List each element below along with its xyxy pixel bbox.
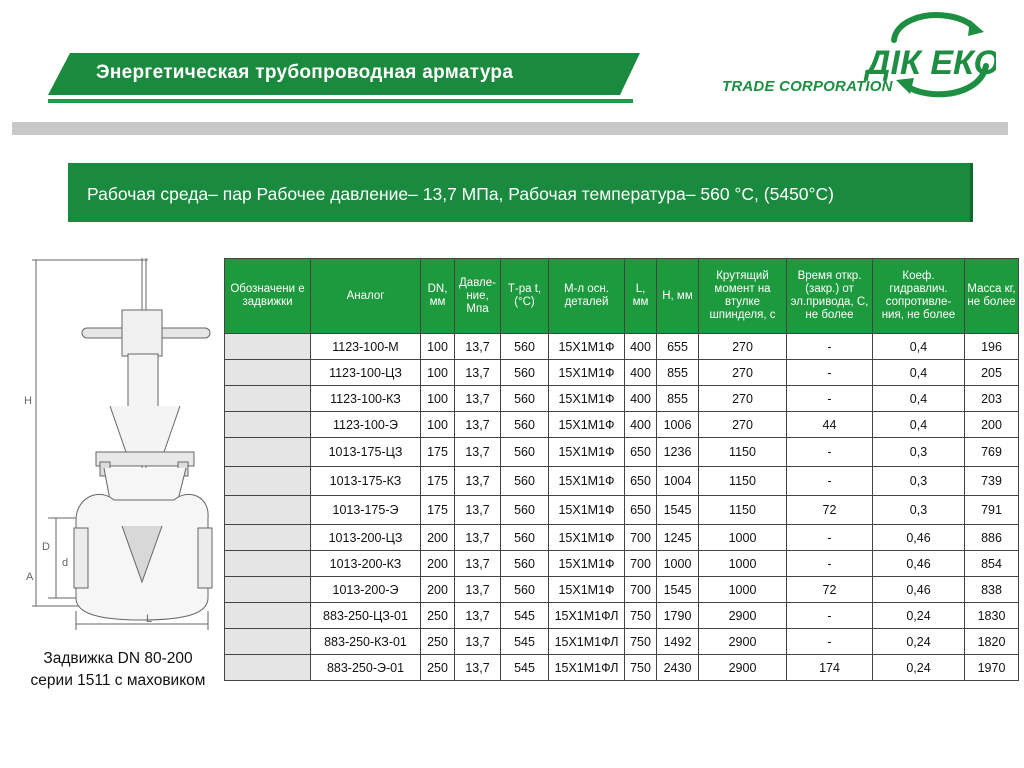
table-cell: 560 — [501, 467, 549, 496]
table-cell: 1236 — [657, 438, 699, 467]
table-cell: 1000 — [699, 577, 787, 603]
table-cell: 1245 — [657, 525, 699, 551]
table-cell: 72 — [787, 577, 873, 603]
table-cell: 13,7 — [455, 412, 501, 438]
table-cell: 886 — [965, 525, 1019, 551]
table-cell: 1790 — [657, 603, 699, 629]
table-row — [225, 386, 1019, 412]
table-cell — [225, 386, 311, 412]
table-cell: 560 — [501, 360, 549, 386]
table-cell: 15Х1М1Ф — [549, 496, 625, 525]
table-cell: 0,46 — [873, 577, 965, 603]
table-cell: 560 — [501, 551, 549, 577]
table-cell: 2900 — [699, 603, 787, 629]
table-cell: 650 — [625, 438, 657, 467]
table-cell: 44 — [787, 412, 873, 438]
table-cell: 270 — [699, 386, 787, 412]
table-cell: 270 — [699, 412, 787, 438]
table-row — [225, 629, 1019, 655]
table-cell: 400 — [625, 412, 657, 438]
table-cell: 13,7 — [455, 467, 501, 496]
table-cell: 200 — [965, 412, 1019, 438]
table-cell: 100 — [421, 412, 455, 438]
table-cell: 0,4 — [873, 412, 965, 438]
table-cell: 203 — [965, 386, 1019, 412]
dimension-label-a: A — [26, 571, 34, 583]
table-cell: 175 — [421, 438, 455, 467]
column-header: Масса кг, не более — [965, 259, 1019, 334]
table-cell — [225, 438, 311, 467]
table-cell: - — [787, 525, 873, 551]
conditions-box — [68, 163, 973, 222]
table-cell: 400 — [625, 360, 657, 386]
table-cell: 196 — [965, 334, 1019, 360]
table-cell: 0,46 — [873, 525, 965, 551]
table-cell: 15Х1М1Ф — [549, 334, 625, 360]
table-cell: 250 — [421, 629, 455, 655]
table-cell: 560 — [501, 438, 549, 467]
table-cell: - — [787, 551, 873, 577]
table-cell: 15Х1М1Ф — [549, 360, 625, 386]
table-cell: 270 — [699, 334, 787, 360]
table-cell: 855 — [657, 360, 699, 386]
table-cell: 0,3 — [873, 467, 965, 496]
table-cell: 1123-100-Э — [311, 412, 421, 438]
table-cell: 13,7 — [455, 629, 501, 655]
table-cell — [225, 496, 311, 525]
table-cell: 400 — [625, 334, 657, 360]
table-cell: 13,7 — [455, 334, 501, 360]
table-cell: 655 — [657, 334, 699, 360]
table-cell: 2900 — [699, 655, 787, 681]
table-cell — [225, 525, 311, 551]
column-header: Обозначени е задвижки — [225, 259, 311, 334]
table-cell — [225, 655, 311, 681]
column-header: Крутящий момент на втулке шпинделя, с — [699, 259, 787, 334]
table-cell: 750 — [625, 603, 657, 629]
table-cell: 13,7 — [455, 525, 501, 551]
table-cell — [225, 467, 311, 496]
table-cell: 0,24 — [873, 655, 965, 681]
table-cell: 2900 — [699, 629, 787, 655]
table-cell: 545 — [501, 603, 549, 629]
table-cell: 13,7 — [455, 551, 501, 577]
table-cell: 1820 — [965, 629, 1019, 655]
table-cell — [225, 360, 311, 386]
valve-sketch-icon — [18, 256, 218, 636]
table-cell: 13,7 — [455, 496, 501, 525]
table-cell: 13,7 — [455, 603, 501, 629]
table-cell: 15Х1М1Ф — [549, 577, 625, 603]
table-cell: 0,4 — [873, 386, 965, 412]
table-cell: 1006 — [657, 412, 699, 438]
table-cell: 791 — [965, 496, 1019, 525]
table-cell: 855 — [657, 386, 699, 412]
table-cell: 100 — [421, 386, 455, 412]
dimension-label-h: H — [24, 395, 32, 407]
column-header: Давле-ние, Мпа — [455, 259, 501, 334]
table-cell: 100 — [421, 334, 455, 360]
table-cell: - — [787, 386, 873, 412]
table-cell: 200 — [421, 577, 455, 603]
table-cell: 0,4 — [873, 334, 965, 360]
table-row — [225, 525, 1019, 551]
table-cell: 13,7 — [455, 438, 501, 467]
table-row — [225, 467, 1019, 496]
dimension-label-d-inner: d — [62, 557, 69, 569]
table-cell: 13,7 — [455, 655, 501, 681]
table-cell: 883-250-КЗ-01 — [311, 629, 421, 655]
column-header: DN, мм — [421, 259, 455, 334]
company-tagline: TRADE CORPORATION — [722, 78, 893, 95]
table-cell: 1013-200-КЗ — [311, 551, 421, 577]
table-cell — [225, 629, 311, 655]
table-row — [225, 655, 1019, 681]
table-cell: - — [787, 467, 873, 496]
table-cell: 700 — [625, 551, 657, 577]
table-row — [225, 438, 1019, 467]
table-cell: 15Х1М1Ф — [549, 551, 625, 577]
table-cell: 205 — [965, 360, 1019, 386]
table-cell — [225, 412, 311, 438]
specs-table — [224, 258, 1019, 681]
table-cell: 15Х1М1ФЛ — [549, 655, 625, 681]
table-cell: 15Х1М1ФЛ — [549, 629, 625, 655]
column-header: Аналог — [311, 259, 421, 334]
table-cell: 560 — [501, 525, 549, 551]
table-cell: 1013-175-ЦЗ — [311, 438, 421, 467]
logo-text: ДІК ЕКО — [866, 44, 996, 82]
header-banner — [48, 53, 640, 95]
table-cell: 15Х1М1Ф — [549, 438, 625, 467]
table-cell: 13,7 — [455, 360, 501, 386]
column-header: Время откр. (закр.) от эл.привода, С, не более — [787, 259, 873, 334]
table-cell: 560 — [501, 412, 549, 438]
table-header-row — [225, 259, 1019, 334]
table-cell: 13,7 — [455, 386, 501, 412]
table-cell: 15Х1М1Ф — [549, 412, 625, 438]
caption-line-2: серии 1511 с маховиком — [30, 672, 206, 689]
table-cell: 560 — [501, 386, 549, 412]
table-cell: - — [787, 360, 873, 386]
table-cell — [225, 577, 311, 603]
table-row — [225, 360, 1019, 386]
table-cell: - — [787, 334, 873, 360]
table-cell: 1545 — [657, 496, 699, 525]
table-cell: 1000 — [699, 551, 787, 577]
conditions-text: Рабочая среда– пар Рабочее давление– 13,7 МПа, Рабочая температура– 560 °С, (5450°С) — [87, 184, 835, 204]
column-header: М-л осн. деталей — [549, 259, 625, 334]
table-cell: - — [787, 438, 873, 467]
table-cell: 1004 — [657, 467, 699, 496]
table-cell: 750 — [625, 629, 657, 655]
table-cell: 883-250-ЦЗ-01 — [311, 603, 421, 629]
table-cell: 1970 — [965, 655, 1019, 681]
table-row — [225, 551, 1019, 577]
table-cell: 545 — [501, 629, 549, 655]
table-cell: 1123-100-КЗ — [311, 386, 421, 412]
table-cell: 15Х1М1Ф — [549, 386, 625, 412]
table-cell: 250 — [421, 655, 455, 681]
table-cell: 200 — [421, 551, 455, 577]
table-cell: 700 — [625, 525, 657, 551]
table-row — [225, 577, 1019, 603]
table-cell: 700 — [625, 577, 657, 603]
divider-bar — [12, 122, 1008, 135]
table-cell: 1013-200-Э — [311, 577, 421, 603]
table-cell: 560 — [501, 334, 549, 360]
table-cell: 883-250-Э-01 — [311, 655, 421, 681]
table-cell: 1150 — [699, 496, 787, 525]
banner-underline — [48, 99, 633, 103]
table-row — [225, 603, 1019, 629]
table-body — [225, 334, 1019, 681]
table-cell: 1000 — [657, 551, 699, 577]
table-cell: 175 — [421, 467, 455, 496]
table-cell: 854 — [965, 551, 1019, 577]
table-cell: 650 — [625, 467, 657, 496]
table-cell: - — [787, 629, 873, 655]
table-row — [225, 496, 1019, 525]
table-cell: 0,3 — [873, 438, 965, 467]
table-cell: 0,46 — [873, 551, 965, 577]
table-cell: 750 — [625, 655, 657, 681]
table-cell: 1013-175-КЗ — [311, 467, 421, 496]
table-cell: 0,4 — [873, 360, 965, 386]
table-cell: 100 — [421, 360, 455, 386]
table-cell: 739 — [965, 467, 1019, 496]
dimension-label-d-outer: D — [42, 541, 50, 553]
table-cell: 174 — [787, 655, 873, 681]
table-row — [225, 412, 1019, 438]
table-cell: 270 — [699, 360, 787, 386]
table-cell: 15Х1М1Ф — [549, 467, 625, 496]
table-cell: 13,7 — [455, 577, 501, 603]
table-cell: 769 — [965, 438, 1019, 467]
valve-drawing — [18, 256, 218, 636]
table-cell: 1545 — [657, 577, 699, 603]
table-cell: 650 — [625, 496, 657, 525]
table-cell: 250 — [421, 603, 455, 629]
table-cell: 560 — [501, 496, 549, 525]
table-cell: 1492 — [657, 629, 699, 655]
dimension-label-l: L — [146, 613, 153, 625]
column-header: Н, мм — [657, 259, 699, 334]
table-cell: 1150 — [699, 467, 787, 496]
table-cell: 1013-200-ЦЗ — [311, 525, 421, 551]
table-cell: 400 — [625, 386, 657, 412]
column-header: L, мм — [625, 259, 657, 334]
page-title: Энергетическая трубопроводная арматура — [96, 62, 514, 83]
table-cell — [225, 551, 311, 577]
column-header: Т-ра t, (°С) — [501, 259, 549, 334]
drawing-caption — [14, 648, 222, 692]
table-cell: 15Х1М1Ф — [549, 525, 625, 551]
table-cell — [225, 334, 311, 360]
table-cell: 72 — [787, 496, 873, 525]
table-cell: 1830 — [965, 603, 1019, 629]
table-cell: 175 — [421, 496, 455, 525]
table-cell — [225, 603, 311, 629]
table-cell: 545 — [501, 655, 549, 681]
table-cell: 2430 — [657, 655, 699, 681]
table-cell: 1013-175-Э — [311, 496, 421, 525]
table-cell: 0,24 — [873, 629, 965, 655]
table-cell: 0,3 — [873, 496, 965, 525]
table-cell: 1150 — [699, 438, 787, 467]
table-cell: 1123-100-ЦЗ — [311, 360, 421, 386]
caption-line-1: Задвижка DN 80-200 — [43, 650, 193, 667]
table-cell: 838 — [965, 577, 1019, 603]
table-cell: 560 — [501, 577, 549, 603]
table-cell: 0,24 — [873, 603, 965, 629]
table-cell: 200 — [421, 525, 455, 551]
table-cell: 1000 — [699, 525, 787, 551]
table-cell: 15Х1М1ФЛ — [549, 603, 625, 629]
table-row — [225, 334, 1019, 360]
table-cell: 1123-100-М — [311, 334, 421, 360]
column-header: Коеф. гидравлич. сопротивле-ния, не более — [873, 259, 965, 334]
table-cell: - — [787, 603, 873, 629]
